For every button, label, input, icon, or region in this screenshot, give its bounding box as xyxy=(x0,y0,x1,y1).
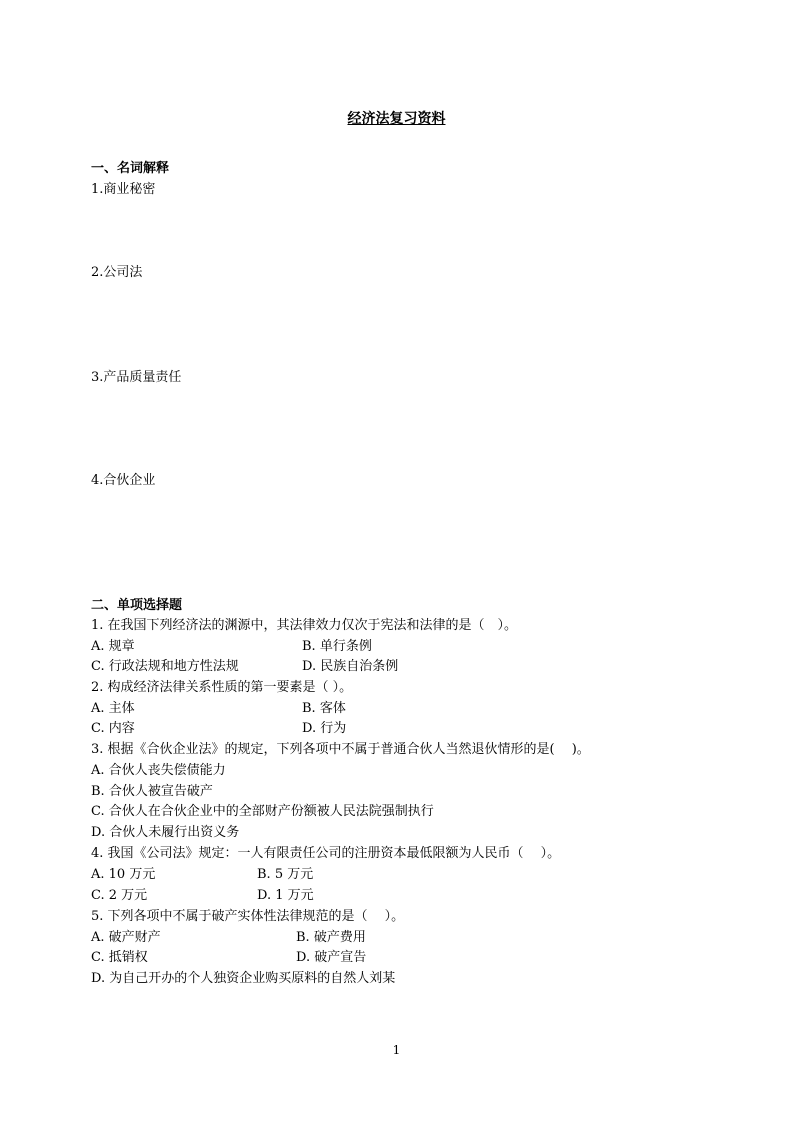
question: 1. 在我国下列经济法的渊源中，其法律效力仅次于宪法和法律的是（ ）。 xyxy=(91,618,518,633)
term-item: 1.商业秘密 xyxy=(91,182,156,197)
option: C. 抵销权 xyxy=(91,950,148,965)
option: B. 破产费用 xyxy=(296,930,366,945)
option: D. 破产宣告 xyxy=(296,950,367,965)
option: C. 内容 xyxy=(91,721,135,736)
option: D. 1 万元 xyxy=(257,888,314,903)
section2-heading: 二、单项选择题 xyxy=(91,598,183,613)
option: C. 合伙人在合伙企业中的全部财产份额被人民法院强制执行 xyxy=(91,804,434,819)
option: C. 2 万元 xyxy=(91,888,148,903)
section1-heading: 一、名词解释 xyxy=(91,161,170,176)
option: D. 行为 xyxy=(302,721,347,736)
term-item: 3.产品质量责任 xyxy=(91,370,182,385)
option: D. 民族自治条例 xyxy=(302,659,399,674)
option: D. 合伙人未履行出资义务 xyxy=(91,825,240,840)
question: 5. 下列各项中不属于破产实体性法律规范的是（ ）。 xyxy=(91,909,405,924)
option: A. 主体 xyxy=(91,701,135,716)
question: 4. 我国《公司法》规定：一人有限责任公司的注册资本最低限额为人民币（ ）。 xyxy=(91,846,561,861)
option: C. 行政法规和地方性法规 xyxy=(91,659,239,674)
option: B. 合伙人被宣告破产 xyxy=(91,784,213,799)
page-number: 1 xyxy=(392,1043,401,1057)
option: A. 破产财产 xyxy=(91,930,161,945)
option: B. 客体 xyxy=(302,701,346,716)
option: D. 为自己开办的个人独资企业购买原料的自然人刘某 xyxy=(91,971,396,986)
option: A. 10 万元 xyxy=(91,867,156,882)
question: 2. 构成经济法律关系性质的第一要素是（ ）。 xyxy=(91,680,353,695)
term-item: 4.合伙企业 xyxy=(91,473,156,488)
option: B. 单行条例 xyxy=(302,639,372,654)
term-item: 2.公司法 xyxy=(91,265,143,280)
option: A. 规章 xyxy=(91,639,135,654)
question: 3. 根据《合伙企业法》的规定，下列各项中不属于普通合伙人当然退伙情形的是( )。 xyxy=(91,742,590,757)
document-title: 经济法复习资料 xyxy=(347,111,446,127)
option: B. 5 万元 xyxy=(257,867,314,882)
option: A. 合伙人丧失偿债能力 xyxy=(91,763,226,778)
